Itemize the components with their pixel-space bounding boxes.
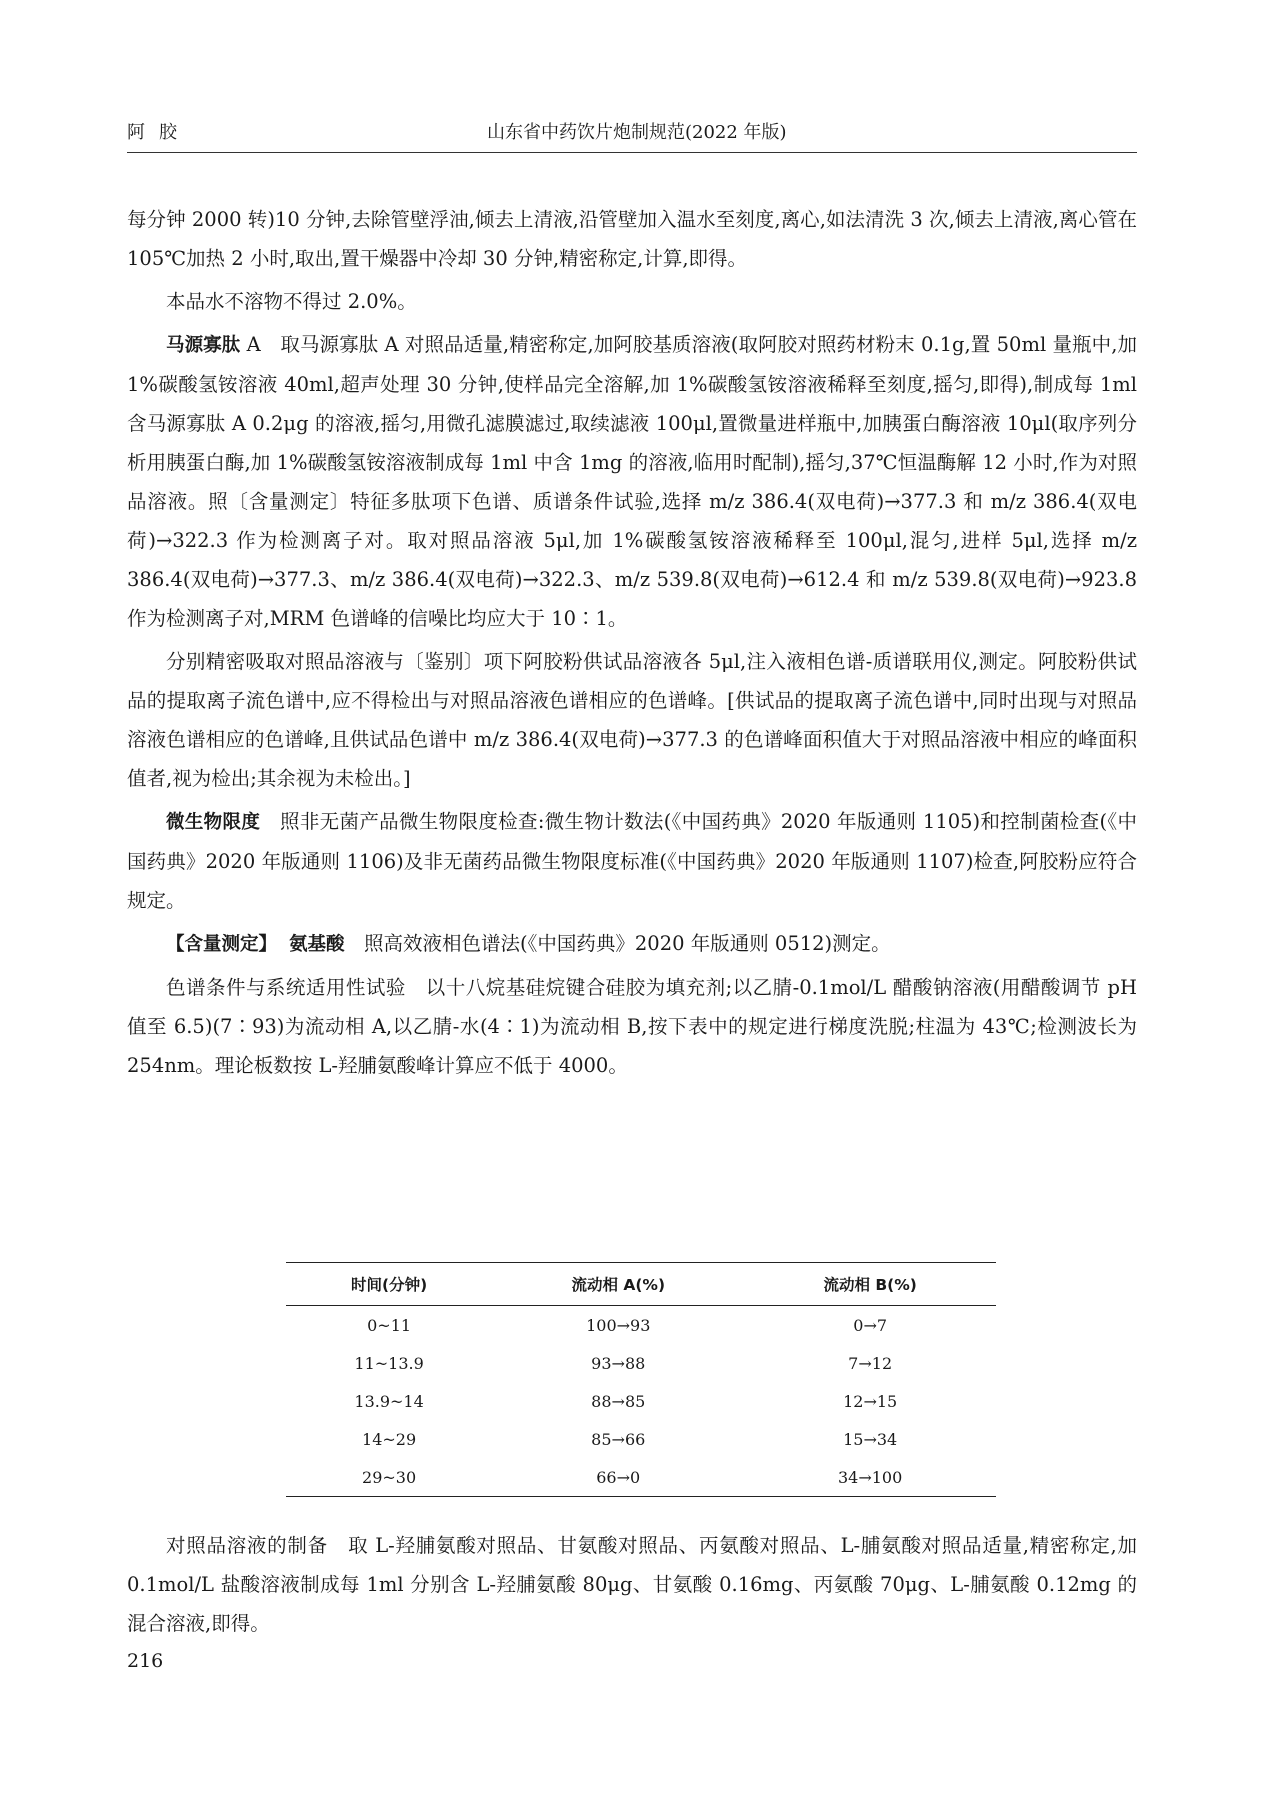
section-assay-heading: 【含量测定】 [166, 934, 278, 955]
table-cell: 12→15 [843, 1391, 898, 1411]
label-microbial-limit: 微生物限度 [166, 812, 261, 833]
paragraph-1: 每分钟 2000 转)10 分钟,去除管壁浮油,倾去上清液,沿管壁加入温水至刻度,离心,如法清洗 3 次,倾去上清液,离心管在 105℃加热 2 小时,取出,置干燥器中冷却 30 分钟,精密称定,计算,即得。 [127, 208, 1137, 270]
table-cell: 93→88 [591, 1353, 646, 1373]
table-header-phase-a: 流动相 A(%) [492, 1263, 744, 1306]
table-cell: 0→7 [853, 1315, 888, 1335]
table-cell: 11~13.9 [354, 1353, 424, 1373]
body-text-top [127, 200, 1137, 1085]
table-header-phase-b: 流动相 B(%) [744, 1263, 996, 1306]
paragraph-4: 分别精密吸取对照品溶液与〔鉴别〕项下阿胶粉供试品溶液各 5μl,注入液相色谱-质谱联用仪,测定。阿胶粉供试品的提取离子流色谱中,应不得检出与对照品溶液色谱相应的色谱峰。[供试品的提取离子流色谱中,同时出现与对照品溶液色谱相应的色谱峰,且供试品色谱中 m/z 386.4(双电荷)→377.3 的色谱峰面积值大于对照品溶液中相应的峰面积值者,视为检出;其余视为未检出。] [127, 650, 1137, 790]
table-cell: 7→12 [848, 1353, 893, 1373]
running-header [127, 116, 1137, 146]
header-book-title: 山东省中药饮片炮制规范(2022 年版) [487, 122, 787, 143]
page-number: 216 [127, 1650, 164, 1672]
paragraph-8: 对照品溶液的制备 取 L-羟脯氨酸对照品、甘氨酸对照品、丙氨酸对照品、L-脯氨酸对照品适量,精密称定,加 0.1mol/L 盐酸溶液制成每 1ml 分别含 L-羟脯氨酸 80μg、甘氨酸 0.16mg、丙氨酸 70μg、L-脯氨酸 0.12mg 的混合溶液,即得。 [127, 1534, 1137, 1635]
gradient-table [286, 1262, 996, 1497]
table-cell: 34→100 [744, 1458, 996, 1497]
gradient-table-wrapper [286, 1262, 996, 1497]
header-rule [127, 152, 1137, 153]
paragraph-6 [127, 924, 1137, 964]
table-cell: 14~29 [362, 1429, 417, 1449]
paragraph-3-text: A 取马源寡肽 A 对照品适量,精密称定,加阿胶基质溶液(取阿胶对照药材粉末 0.1g,置 50ml 量瓶中,加 1%碳酸氢铵溶液 40ml,超声处理 30 分钟,使样品完全溶解,加 1%碳酸氢铵溶液稀释至刻度,摇匀,即得),制成每 1ml 含马源寡肽 A 0.2μg 的溶液,摇匀,用微孔滤膜滤过,取续滤液 100μl,置微量进样瓶中,加胰蛋白酶溶液 10μl(取序列分析用胰蛋白酶,加 1%碳酸氢铵溶液制成每 1ml 中含 1mg 的溶液,临用时配制),摇匀,37℃恒温酶解 12 小时,作为对照品溶液。照〔含量测定〕特征多肽项下色谱、质谱条件试验,选择 m/z 386.4(双电荷)→377.3 和 m/z 386.4(双电荷)→322.3 作为检测离子对。取对照品溶液 5μl,加 1%碳酸氢铵溶液稀释至 100μl,混匀,进样 5μl,选择 m/z 386.4(双电荷)→377.3、m/z 386.4(双电荷)→322.3、m/z 539.8(双电荷)→612.4 和 m/z 539.8(双电荷)→923.8 作为检测离子对,MRM 色谱峰的信噪比均应大于 10∶1。 [127, 333, 1137, 630]
body-text-bottom [127, 1526, 1137, 1643]
table-cell: 66→0 [492, 1458, 744, 1497]
table-row [286, 1344, 996, 1382]
table-cell: 85→66 [591, 1429, 646, 1449]
label-horse-oligopeptide: 马源寡肽 [166, 335, 241, 356]
table-row [286, 1382, 996, 1420]
table-cell: 100→93 [586, 1315, 651, 1335]
table-cell: 15→34 [843, 1429, 898, 1449]
paragraph-7: 色谱条件与系统适用性试验 以十八烷基硅烷键合硅胶为填充剂;以乙腈-0.1mol/L 醋酸钠溶液(用醋酸调节 pH 值至 6.5)(7∶93)为流动相 A,以乙腈-水(4∶1)为流动相 B,按下表中的规定进行梯度洗脱;柱温为 43℃;检测波长为 254nm。理论板数按 L-羟脯氨酸峰计算应不低于 4000。 [127, 976, 1137, 1077]
table-cell: 88→85 [591, 1391, 646, 1411]
table-cell: 0~11 [367, 1315, 412, 1335]
paragraph-5-text: 照非无菌产品微生物限度检查:微生物计数法(《中国药典》2020 年版通则 1105)和控制菌检查(《中国药典》2020 年版通则 1106)及非无菌药品微生物限度标准(《中国药典》2020 年版通则 1107)检查,阿胶粉应符合规定。 [127, 810, 1137, 912]
table-row [286, 1306, 996, 1345]
table-cell: 13.9~14 [354, 1391, 424, 1411]
paragraph-2: 本品水不溶物不得过 2.0%。 [166, 290, 417, 313]
table-cell: 29~30 [286, 1458, 492, 1497]
table-row [286, 1458, 996, 1497]
paragraph-5 [127, 802, 1137, 920]
table-header-row [286, 1263, 996, 1306]
table-header-time: 时间(分钟) [286, 1263, 492, 1306]
paragraph-6-text: 照高效液相色谱法(《中国药典》2020 年版通则 0512)测定。 [344, 932, 891, 955]
paragraph-3 [127, 325, 1137, 638]
table-row [286, 1420, 996, 1458]
header-title-left: 阿胶 [127, 122, 191, 143]
label-amino-acid: 氨基酸 [289, 934, 345, 955]
